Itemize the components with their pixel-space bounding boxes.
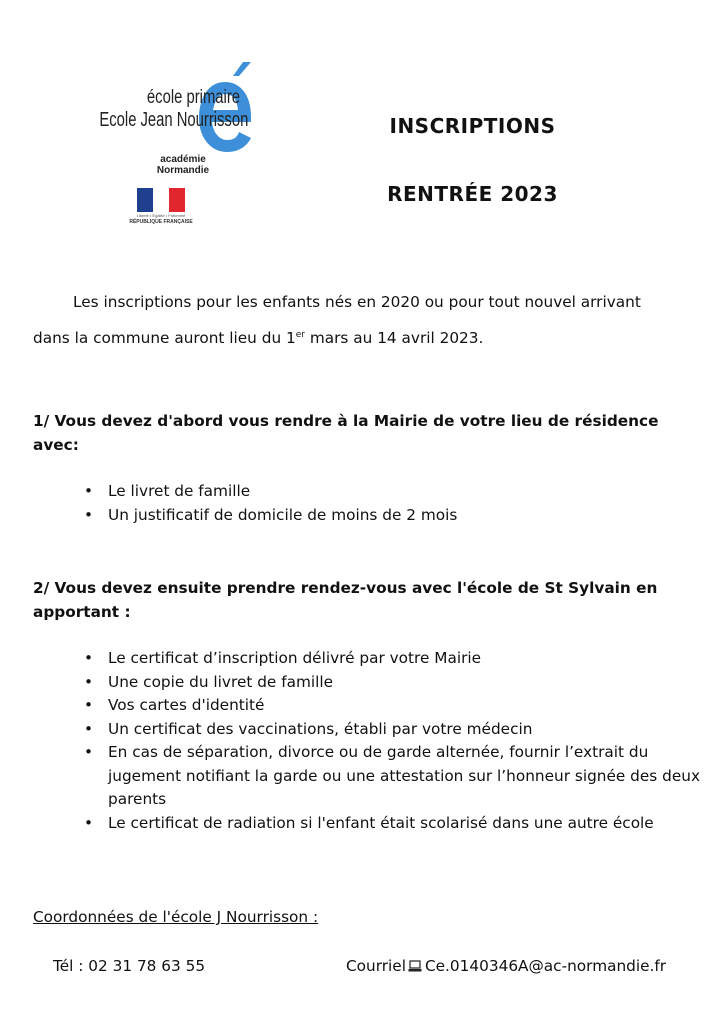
list-item: • Un justificatif de domicile de moins de 2 mois xyxy=(80,504,700,528)
intro-line2-end: mars au 14 avril 2023. xyxy=(305,329,484,347)
school-logo xyxy=(45,52,249,227)
page-subtitle: RENTRÉE 2023 xyxy=(387,182,558,206)
logo-republique: RÉPUBLIQUE FRANÇAISE xyxy=(129,219,193,225)
section2-heading: 2/ Vous devez ensuite prendre rendez-vous avec l'école de St Sylvain en apportant : xyxy=(33,579,658,621)
academy-line1: académie xyxy=(160,154,206,165)
intro-superscript: er xyxy=(295,329,305,340)
logo-devise: Liberté • Égalité • Fraternité xyxy=(136,213,186,218)
section2-list xyxy=(80,647,700,835)
list-item: • En cas de séparation, divorce ou de garde alternée, fournir l’extrait du jugement notifiant la garde ou une attestation sur l’honneur signée des deux parents xyxy=(80,741,700,812)
list-item: • Un certificat des vaccinations, établi par votre médecin xyxy=(80,718,700,742)
logo-text-school-name: Ecole Jean Nourrisson xyxy=(99,109,249,131)
email-line xyxy=(346,957,666,975)
computer-icon xyxy=(408,960,422,972)
logo-text-ecole-primaire: école primaire xyxy=(146,87,240,108)
intro-paragraph xyxy=(33,284,693,356)
logo-academie xyxy=(143,154,223,176)
section1-heading: 1/ Vous devez d'abord vous rendre à la Mairie de votre lieu de résidence avec: xyxy=(33,412,659,454)
list-item: • Une copie du livret de famille xyxy=(80,671,700,695)
french-flag-icon xyxy=(137,188,185,212)
intro-line1: Les inscriptions pour les enfants nés en 2020 ou pour tout nouvel arrivant xyxy=(73,293,641,311)
email-label: Courriel xyxy=(346,957,406,975)
list-item: • Vos cartes d'identité xyxy=(80,694,700,718)
email-address[interactable]: Ce.0140346A@ac-normandie.fr xyxy=(424,957,667,975)
intro-line2 xyxy=(33,320,693,356)
list-item: • Le livret de famille xyxy=(80,480,700,504)
academy-line2: Normandie xyxy=(156,165,210,176)
section1-list xyxy=(80,480,700,527)
page-title: INSCRIPTIONS xyxy=(389,114,556,138)
list-item: • Le certificat d’inscription délivré par votre Mairie xyxy=(80,647,700,671)
contact-heading: Coordonnées de l'école J Nourrisson : xyxy=(33,908,319,926)
intro-line2-start: dans la commune auront lieu du 1 xyxy=(33,329,296,347)
phone-number: Tél : 02 31 78 63 55 xyxy=(53,957,206,975)
list-item: • Le certificat de radiation si l'enfant était scolarisé dans une autre école xyxy=(80,812,700,836)
